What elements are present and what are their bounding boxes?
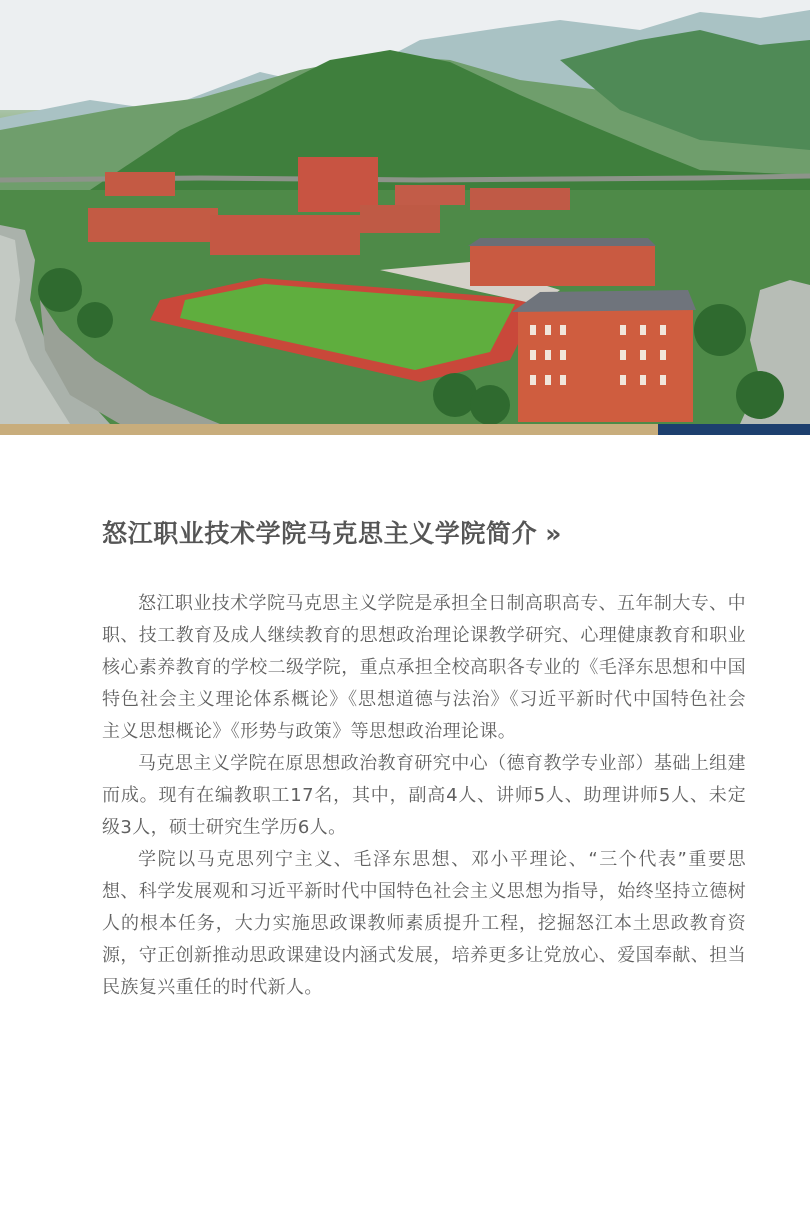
campus-illustration: [0, 0, 810, 424]
accent-band-blue: [658, 424, 810, 435]
paragraph: 怒江职业技术学院马克思主义学院是承担全日制高职高专、五年制大专、中职、技工教育及成人继续教育的思想政治理论课教学研究、心理健康教育和职业核心素养教育的学校二级学院，重点承担全校高职各专业的《毛泽东思想和中国特色社会主义理论体系概论》《思想道德与法治》《习近平新时代中国特色社会主义思想概论》《形势与政策》等思想政治理论课。: [102, 593, 746, 742]
chevron-right-icon: »: [545, 519, 562, 548]
page-title-text: 怒江职业技术学院马克思主义学院简介: [102, 519, 538, 548]
paragraph: 马克思主义学院在原思想政治教育研究中心（德育教学专业部）基础上组建而成。现有在编教职工17名，其中，副高4人、讲师5人、助理讲师5人、未定级3人，硕士研究生学历6人。: [102, 753, 746, 838]
page-title: [102, 514, 562, 550]
paragraph: 学院以马克思列宁主义、毛泽东思想、邓小平理论、“三个代表”重要思想、科学发展观和习近平新时代中国特色社会主义思想为指导，始终坚持立德树人的根本任务，大力实施思政课教师素质提升工程，挖掘怒江本土思政教育资源，守正创新推动思政课建设内涵式发展，培养更多让党放心、爱国奉献、担当民族复兴重任的时代新人。: [102, 849, 746, 998]
accent-band-gold: [0, 424, 658, 435]
campus-aerial-photo: [0, 0, 810, 424]
intro-body: [102, 588, 746, 1004]
